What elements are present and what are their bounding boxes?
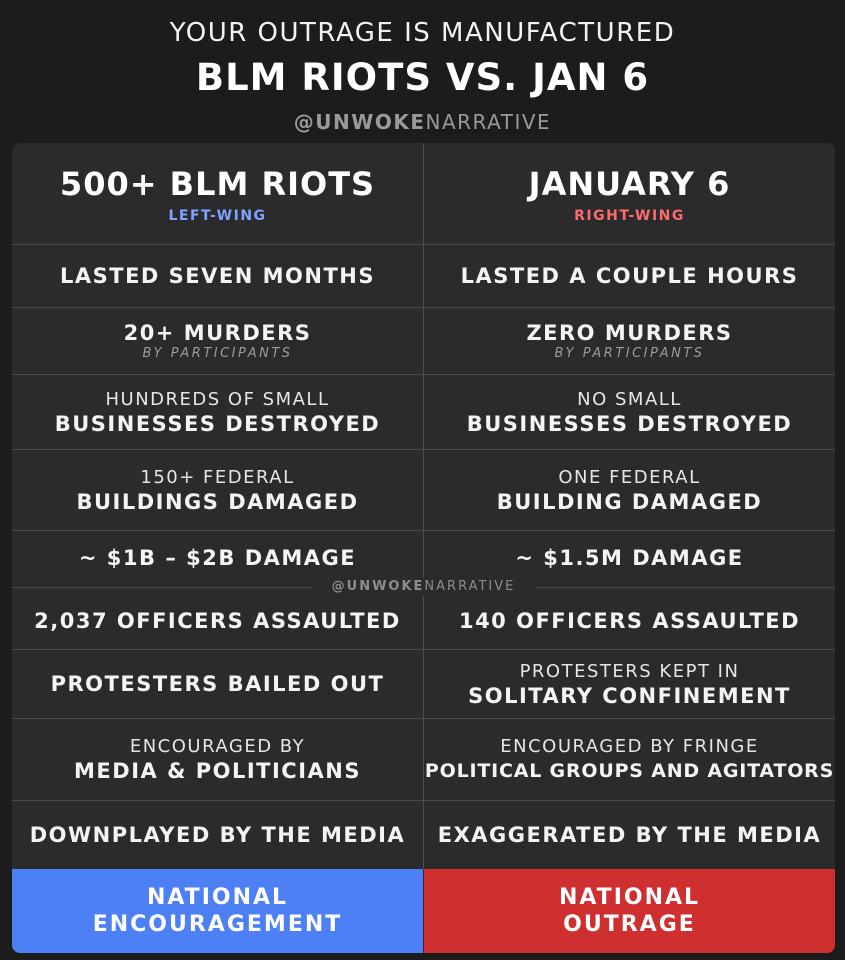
cell-text: 2,037 OFFICERS ASSAULTED (34, 608, 401, 633)
author-handle (0, 110, 845, 134)
table-cell-right (424, 308, 835, 374)
cell-text: ZERO MURDERS (526, 321, 733, 345)
cell-text: BUSINESSES DESTROYED (466, 411, 793, 436)
watermark-rest: NARRATIVE (424, 579, 516, 594)
comparison-table (12, 143, 835, 953)
table-cell-right (424, 593, 835, 649)
table-cell-left (12, 450, 423, 530)
cell-text: DOWNPLAYED BY THE MEDIA (29, 822, 406, 847)
cell-text-light: HUNDREDS OF SMALL (105, 388, 330, 410)
cell-text: EXAGGERATED BY THE MEDIA (437, 822, 822, 847)
cell-subtext: BY PARTICIPANTS (142, 346, 293, 361)
cell-text: ~ $1B – $2B DAMAGE (78, 546, 357, 570)
table-cell-left (12, 719, 423, 800)
cell-text: ~ $1.5M DAMAGE (515, 546, 744, 570)
cell-text: 20+ MURDERS (123, 321, 312, 345)
footer-right-line1: NATIONAL (558, 885, 701, 910)
table-cell-left (12, 308, 423, 374)
table-cell-right (424, 650, 835, 718)
cell-text: BUILDING DAMAGED (496, 489, 763, 514)
cell-text-light: ONE FEDERAL (558, 466, 701, 488)
table-cell-left (12, 375, 423, 449)
cell-text: LASTED A COUPLE HOURS (460, 263, 799, 288)
cell-text: SOLITARY CONFINEMENT (468, 683, 791, 708)
cell-text: BUSINESSES DESTROYED (54, 411, 381, 436)
cell-text-light: 150+ FEDERAL (140, 466, 295, 488)
cell-text: LASTED SEVEN MONTHS (60, 263, 375, 288)
cell-text-light: NO SMALL (577, 388, 682, 410)
wing-label-left: LEFT-WING (168, 207, 267, 224)
footer-left-line1: NATIONAL (146, 885, 289, 910)
headline: BLM RIOTS VS. JAN 6 (195, 56, 650, 99)
handle-rest: NARRATIVE (425, 110, 552, 134)
wing-label-right: RIGHT-WING (574, 207, 685, 224)
cell-text: MEDIA & POLITICIANS (74, 759, 361, 783)
table-cell-right (424, 801, 835, 869)
cell-text: 140 OFFICERS ASSAULTED (458, 608, 801, 633)
table-cell-left (12, 245, 423, 307)
kicker-text: YOUR OUTRAGE IS MANUFACTURED (169, 18, 676, 48)
table-cell-left (12, 593, 423, 649)
cell-subtext: BY PARTICIPANTS (554, 346, 705, 361)
footer-right-panel (424, 869, 835, 953)
cell-text-light: PROTESTERS KEPT IN (519, 660, 740, 682)
column-title-left: 500+ BLM RIOTS (59, 164, 376, 203)
table-cell-right (424, 450, 835, 530)
column-header-left (12, 143, 423, 244)
footer-left-line2: ENCOURAGEMENT (92, 912, 343, 937)
table-cell-right (424, 245, 835, 307)
footer-right-line2: OUTRAGE (563, 912, 696, 937)
cell-text-light: ENCOURAGED BY (129, 736, 306, 757)
footer-left-panel (12, 869, 423, 953)
table-cell-right (424, 719, 835, 800)
cell-text-light: ENCOURAGED BY FRINGE (500, 736, 759, 757)
watermark-bold: @UNWOKE (331, 579, 425, 594)
table-cell-left (12, 801, 423, 869)
header (0, 0, 845, 145)
cell-text: POLITICAL GROUPS AND AGITATORS (424, 760, 835, 782)
cell-text: BUILDINGS DAMAGED (76, 489, 359, 514)
cell-text: PROTESTERS BAILED OUT (50, 671, 385, 696)
handle-bold: @UNWOKE (293, 110, 426, 134)
column-title-right: JANUARY 6 (528, 164, 731, 203)
table-cell-right (424, 375, 835, 449)
table-cell-left (12, 650, 423, 718)
column-header-right (424, 143, 835, 244)
